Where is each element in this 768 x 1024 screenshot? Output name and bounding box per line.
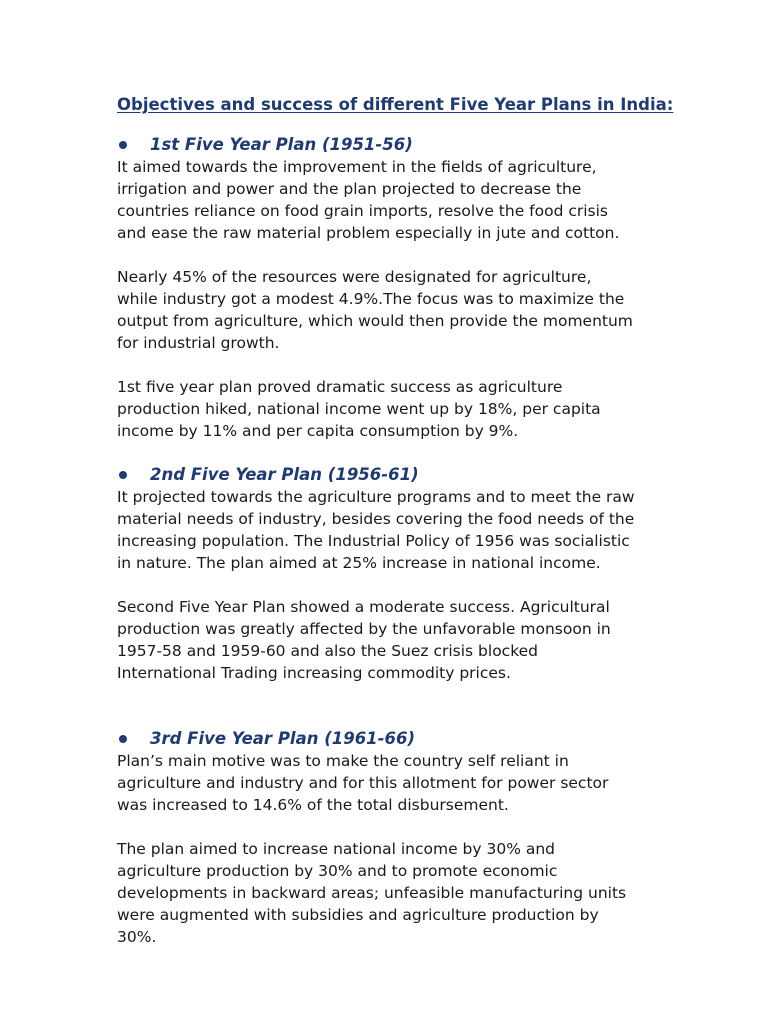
paragraph: It aimed towards the improvement in the fields of agriculture, irrigation and power and the plan projected to decrease the countries reliance on food grain imports, resolve the food crisis and ease the raw material problem especially in jute and cotton. [117,158,620,242]
bullet-icon [119,735,127,743]
bullet-icon [119,141,127,149]
paragraph: Nearly 45% of the resources were designated for agriculture, while industry got a modest 4.9%.The focus was to maximize the output from agriculture, which would then provide the momentum for industrial growth. [117,268,633,352]
section-heading [117,728,677,750]
paragraph: Second Five Year Plan showed a moderate success. Agricultural production was greatly affected by the unfavorable monsoon in 1957-58 and 1959-60 and also the Suez crisis blocked International Trading increasing commodity prices. [117,598,611,682]
section-third-plan [117,728,677,948]
section-heading [117,464,677,486]
section-heading-text: 1st Five Year Plan (1951-56) [150,135,413,154]
section-second-plan [117,464,677,684]
section-first-plan [117,134,677,442]
section-heading-text: 2nd Five Year Plan (1956-61) [150,465,419,484]
paragraph: It projected towards the agriculture programs and to meet the raw material needs of industry, besides covering the food needs of the increasing population. The Industrial Policy of 1956 was socialistic in nature. The plan aimed at 25% increase in national income. [117,488,635,572]
paragraph: 1st five year plan proved dramatic success as agriculture production hiked, national income went up by 18%, per capita income by 11% and per capita consumption by 9%. [117,378,601,440]
paragraph: Plan’s main motive was to make the country self reliant in agriculture and industry and for this allotment for power sector was increased to 14.6% of the total disbursement. [117,752,609,814]
section-heading-text: 3rd Five Year Plan (1961-66) [150,729,416,748]
bullet-icon [119,471,127,479]
document-title: Objectives and success of different Five Year Plans in India: [117,95,674,114]
paragraph: The plan aimed to increase national income by 30% and agriculture production by 30% and to promote economic developments in backward areas; unfeasible manufacturing units were augmented with subsidies and agriculture production by 30%. [117,840,627,946]
section-heading [117,134,677,156]
document-page [117,94,677,948]
